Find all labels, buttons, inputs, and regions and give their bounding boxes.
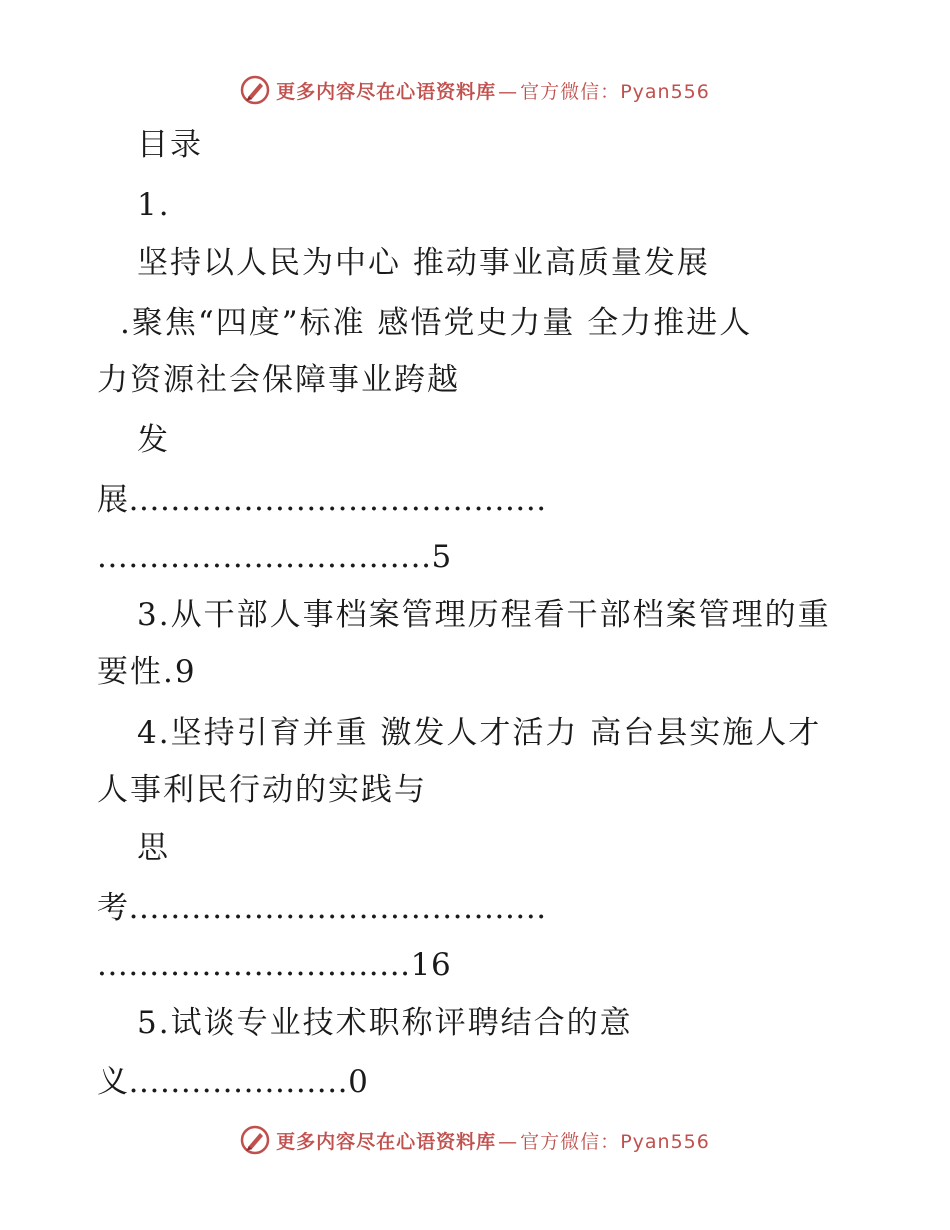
toc-line-10: 4.坚持引育并重 激发人才活力 高台县实施人才	[137, 715, 822, 751]
toc-line-7: ................................5	[97, 539, 452, 575]
toc-line-12: 思	[137, 830, 170, 866]
pen-logo-icon	[240, 1125, 270, 1155]
toc-line-5: 发	[137, 422, 170, 458]
toc-line-1: 1.	[137, 187, 171, 223]
toc-title: 目录	[137, 127, 203, 163]
toc-line-2: 坚持以人民为中心 推动事业高质量发展	[137, 245, 710, 281]
toc-line-14: ..............................16	[97, 947, 452, 983]
toc-line-13: 考........................................	[97, 890, 547, 926]
toc-line-6: 展........................................	[97, 482, 547, 518]
watermark-text: 更多内容尽在心语资料库 — 官方微信：Pyan556	[276, 1130, 710, 1153]
header-watermark-banner	[0, 70, 950, 110]
toc-line-9: 要性.9	[97, 654, 197, 690]
toc-line-11: 人事利民行动的实践与	[97, 772, 427, 808]
toc-line-4: 力资源社会保障事业跨越	[97, 362, 460, 398]
toc-line-16: 义.....................0	[97, 1064, 369, 1100]
toc-line-3: .聚焦“四度”标准 感悟党史力量 全力推进人	[120, 305, 753, 341]
toc-line-8: 3.从干部人事档案管理历程看干部档案管理的重	[137, 597, 831, 633]
footer-watermark-banner	[0, 1120, 950, 1160]
toc-line-15: 5.试谈专业技术职称评聘结合的意	[137, 1005, 633, 1041]
pen-logo-icon	[240, 75, 270, 105]
watermark-text: 更多内容尽在心语资料库 — 官方微信：Pyan556	[276, 80, 710, 103]
